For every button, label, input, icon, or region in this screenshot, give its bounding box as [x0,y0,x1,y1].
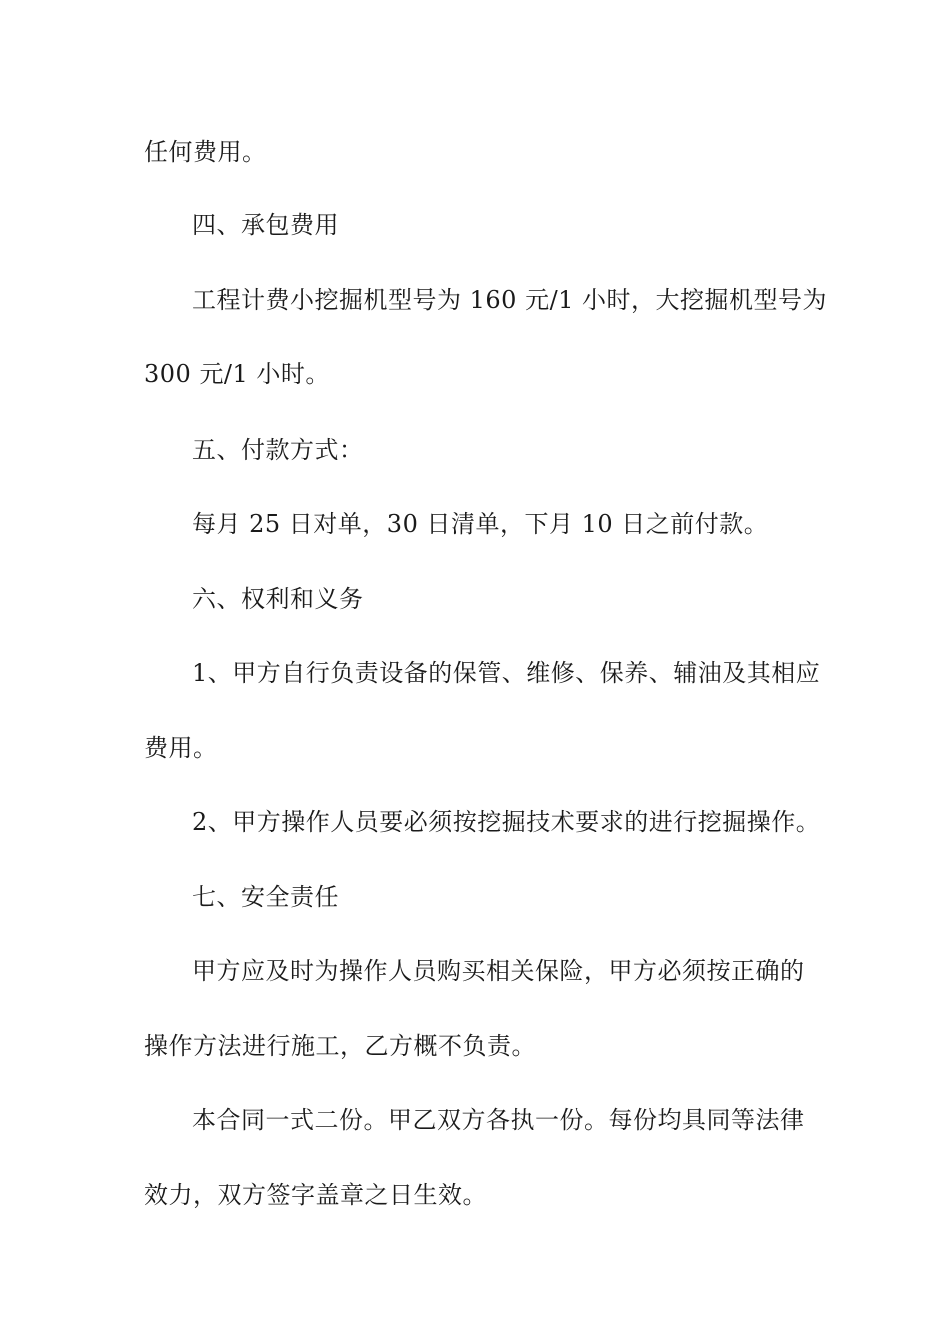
section-heading: 五、付款方式： [192,436,364,464]
paragraph-line: 2、甲方操作人员要必须按挖掘技术要求的进行挖掘操作。 [192,808,821,836]
paragraph-line: 工程计费小挖掘机型号为 160 元/1 小时，大挖掘机型号为 [192,286,828,314]
paragraph-line: 操作方法进行施工，乙方概不负责。 [144,1032,536,1060]
paragraph-line: 1、甲方自行负责设备的保管、维修、保养、辅油及其相应 [192,659,821,687]
paragraph-line: 费用。 [144,734,218,762]
section-heading: 四、承包费用 [192,211,339,239]
paragraph-line: 任何费用。 [144,138,267,166]
paragraph-line: 甲方应及时为操作人员购买相关保险，甲方必须按正确的 [192,957,805,985]
paragraph-line: 本合同一式二份。甲乙双方各执一份。每份均具同等法律 [192,1106,805,1134]
section-heading: 七、安全责任 [192,883,339,911]
paragraph-line: 300 元/1 小时。 [144,360,330,388]
paragraph-line: 每月 25 日对单，30 日清单，下月 10 日之前付款。 [192,510,769,538]
paragraph-line: 效力，双方签字盖章之日生效。 [144,1181,487,1209]
section-heading: 六、权利和义务 [192,585,364,613]
